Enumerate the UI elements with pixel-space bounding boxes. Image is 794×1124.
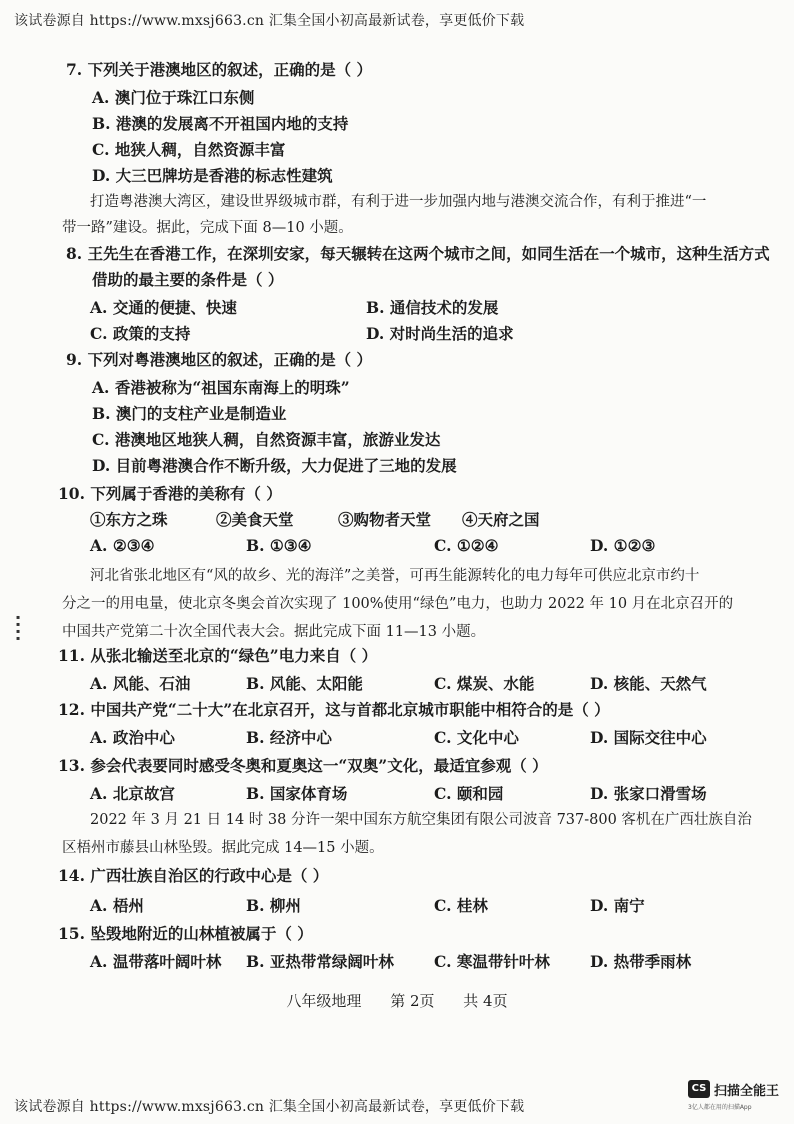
- question-10-item-2: ②美食天堂: [216, 510, 294, 529]
- question-14-stem: 14. 广西壮族自治区的行政中心是（ ）: [58, 866, 329, 885]
- bottom-source-banner: 该试卷源自 https://www.mxsj663.cn 汇集全国小初高最新试卷，享更低价下载: [14, 1099, 525, 1115]
- question-7-stem: 7. 下列关于港澳地区的叙述，正确的是（ ）: [66, 60, 372, 79]
- question-8-option-b: B. 通信技术的发展: [366, 298, 499, 317]
- question-11-option-c: C. 煤炭、水能: [434, 674, 535, 693]
- passage-11-13-line3: 中国共产党第二十次全国代表大会。据此完成下面 11—13 小题。: [62, 624, 486, 640]
- question-7-option-c: C. 地狭人稠，自然资源丰富: [92, 140, 286, 159]
- question-10-item-1: ①东方之珠: [90, 510, 168, 529]
- cs-logo-icon: CS: [688, 1080, 710, 1098]
- question-12-option-a: A. 政治中心: [90, 728, 175, 747]
- question-13-option-d: D. 张家口滑雪场: [590, 784, 707, 803]
- passage-14-15-line1: 2022 年 3 月 21 日 14 时 38 分许一架中国东方航空集团有限公司波音 737-800 客机在广西壮族自治: [90, 812, 752, 828]
- top-source-banner: 该试卷源自 https://www.mxsj663.cn 汇集全国小初高最新试卷，享更低价下载: [14, 13, 525, 29]
- question-7-option-b: B. 港澳的发展离不开祖国内地的支持: [92, 114, 349, 133]
- question-13-stem: 13. 参会代表要同时感受冬奥和夏奥这一“双奥”文化，最适宜参观（ ）: [58, 756, 548, 775]
- question-14-option-b: B. 柳州: [246, 896, 301, 915]
- footer-total-pages: 共 4页: [463, 992, 508, 1010]
- question-14-option-d: D. 南宁: [590, 896, 645, 915]
- question-10-item-3: ③购物者天堂: [338, 510, 432, 529]
- question-9-option-c: C. 港澳地区地狭人稠，自然资源丰富，旅游业发达: [92, 430, 441, 449]
- question-12-stem: 12. 中国共产党“二十大”在北京召开，这与首都北京城市职能中相符合的是（ ）: [58, 700, 610, 719]
- passage-8-10-line1: 打造粤港澳大湾区，建设世界级城市群，有利于进一步加强内地与港澳交流合作，有利于推进“一: [90, 194, 707, 210]
- question-15-option-d: D. 热带季雨林: [590, 952, 692, 971]
- question-12-option-c: C. 文化中心: [434, 728, 519, 747]
- question-12-option-b: B. 经济中心: [246, 728, 332, 747]
- passage-14-15-line2: 区梧州市藤县山林坠毁。据此完成 14—15 小题。: [62, 840, 384, 856]
- question-9-option-a: A. 香港被称为“祖国东南海上的明珠”: [92, 378, 350, 397]
- question-10-stem: 10. 下列属于香港的美称有（ ）: [58, 484, 282, 503]
- question-11-option-b: B. 风能、太阳能: [246, 674, 363, 693]
- question-15-option-b: B. 亚热带常绿阔叶林: [246, 952, 394, 971]
- question-11-stem: 11. 从张北输送至北京的“绿色”电力来自（ ）: [58, 646, 378, 665]
- scanner-app-logo: [688, 1076, 788, 1116]
- question-15-option-c: C. 寒温带针叶林: [434, 952, 550, 971]
- question-14-option-c: C. 桂林: [434, 896, 488, 915]
- logo-app-name: 扫描全能王: [714, 1084, 780, 1099]
- question-8-stem-line2: 借助的最主要的条件是（ ）: [92, 270, 284, 289]
- question-13-option-a: A. 北京故宫: [90, 784, 175, 803]
- question-10-option-b: B. ①③④: [246, 536, 312, 555]
- question-10-option-d: D. ①②③: [590, 536, 656, 555]
- question-14-option-a: A. 梧州: [90, 896, 144, 915]
- passage-8-10-line2: 带一路”建设。据此，完成下面 8—10 小题。: [62, 220, 353, 236]
- passage-11-13-line1: 河北省张北地区有“风的故乡、光的海洋”之美誉，可再生能源转化的电力每年可供应北京市约十: [90, 568, 700, 584]
- question-8-option-c: C. 政策的支持: [90, 324, 191, 343]
- question-7-option-d: D. 大三巴牌坊是香港的标志性建筑: [92, 166, 333, 185]
- question-11-option-d: D. 核能、天然气: [590, 674, 707, 693]
- question-12-option-d: D. 国际交往中心: [590, 728, 707, 747]
- footer-subject: 八年级地理: [286, 992, 362, 1010]
- binding-margin-dots: ▪ ▪ ▪ ▪: [16, 614, 21, 642]
- logo-tagline: 3亿人都在用的扫描App: [688, 1104, 752, 1111]
- question-8-stem-line1: 8. 王先生在香港工作，在深圳安家，每天辗转在这两个城市之间，如同生活在一个城市，这种生活方式: [66, 244, 770, 263]
- question-8-option-a: A. 交通的便捷、快速: [90, 298, 237, 317]
- footer-page-number: 第 2页: [390, 992, 435, 1010]
- question-13-option-c: C. 颐和园: [434, 784, 504, 803]
- question-7-option-a: A. 澳门位于珠江口东侧: [92, 88, 255, 107]
- question-15-option-a: A. 温带落叶阔叶林: [90, 952, 222, 971]
- passage-11-13-line2: 分之一的用电量，使北京冬奥会首次实现了 100%使用“绿色”电力，也助力 2022 年 10 月在北京召开的: [62, 596, 734, 612]
- question-10-option-a: A. ②③④: [90, 536, 155, 555]
- question-9-stem: 9. 下列对粤港澳地区的叙述，正确的是（ ）: [66, 350, 372, 369]
- question-9-option-b: B. 澳门的支柱产业是制造业: [92, 404, 287, 423]
- question-13-option-b: B. 国家体育场: [246, 784, 348, 803]
- question-15-stem: 15. 坠毁地附近的山林植被属于（ ）: [58, 924, 313, 943]
- question-10-item-4: ④天府之国: [462, 510, 540, 529]
- question-8-option-d: D. 对时尚生活的追求: [366, 324, 514, 343]
- question-11-option-a: A. 风能、石油: [90, 674, 191, 693]
- page-footer: [0, 990, 794, 1011]
- question-9-option-d: D. 目前粤港澳合作不断升级，大力促进了三地的发展: [92, 456, 457, 475]
- question-10-option-c: C. ①②④: [434, 536, 499, 555]
